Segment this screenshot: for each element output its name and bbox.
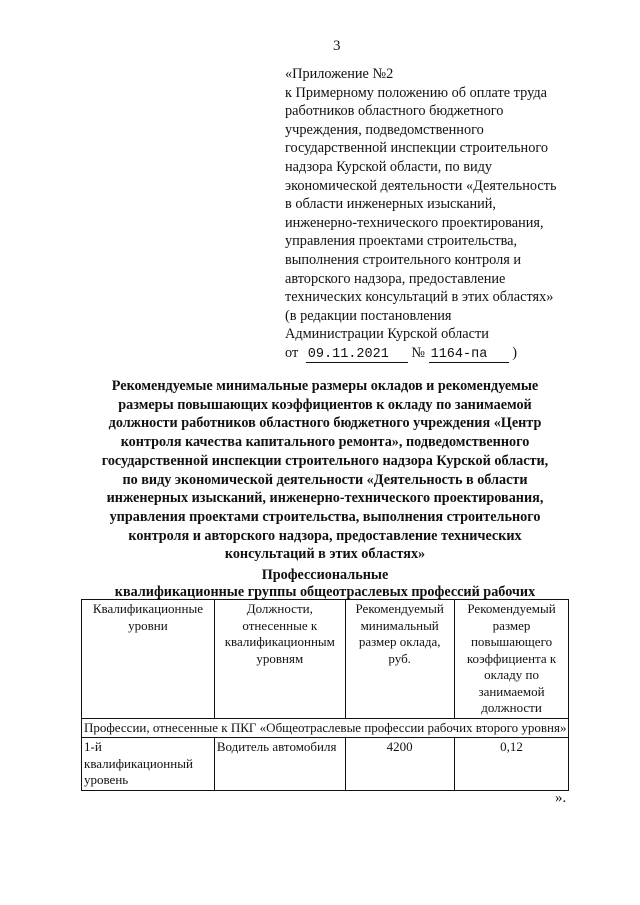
appendix-line: выполнения строительного контроля и (285, 251, 522, 268)
appendix-line: к Примерному положению об оплате труда (285, 84, 547, 101)
page-number: 3 (333, 38, 341, 54)
appendix-line: государственной инспекции строительного (285, 140, 549, 157)
title-line: консультаций в этих областях» (224, 546, 426, 563)
appendix-line: экономической деятельности «Деятельность (285, 177, 557, 194)
resolution-date-line (285, 344, 585, 363)
appendix-line: технических консультаций в этих областях» (285, 289, 554, 306)
appendix-line: (в редакции постановления (285, 307, 452, 324)
appendix-line: учреждения, подведомственного (285, 121, 484, 138)
table-row (82, 738, 569, 791)
header-levels: Квалификационные уровни (82, 600, 215, 719)
title-line: должности работников областного бюджетного учреждения «Центр (108, 415, 542, 432)
appendix-line: Администрации Курской области (285, 326, 489, 343)
cell-level: 1-й квалификационный уровень (82, 738, 215, 791)
header-positions: Должности, отнесенные к квалификационным уровням (214, 600, 345, 719)
table-header-row (82, 600, 569, 719)
qualification-table (81, 599, 569, 791)
cell-coefficient: 0,12 (454, 738, 569, 791)
date-prefix: от (285, 344, 299, 361)
number-prefix: № (411, 344, 426, 361)
cell-position: Водитель автомобиля (214, 738, 345, 791)
group-label: Профессии, отнесенные к ПКГ «Общеотраслевые профессии рабочих второго уровня» (82, 718, 569, 738)
subtitle-line: Профессиональные (261, 567, 389, 583)
title-line: государственной инспекции строительного надзора Курской области, (101, 452, 549, 469)
header-coefficient: Рекомендуемый размер повышающего коэффициента к окладу по занимаемой должности (454, 600, 569, 719)
cell-salary: 4200 (345, 738, 454, 791)
title-line: контроля и авторского надзора, предоставление технических (128, 527, 522, 544)
appendix-line: работников областного бюджетного (285, 103, 504, 120)
title-line: Рекомендуемые минимальные размеры окладов и рекомендуемые (111, 378, 539, 394)
appendix-line: управления проектами строительства, (285, 233, 518, 250)
appendix-line: надзора Курской области, по виду (285, 158, 493, 175)
appendix-line: авторского надзора, предоставление (285, 270, 506, 287)
closing-quote: ». (555, 790, 567, 806)
table-group-row (82, 718, 569, 738)
resolution-date: 09.11.2021 (306, 348, 408, 363)
resolution-number: 1164-пa (429, 348, 509, 363)
header-salary: Рекомендуемый минимальный размер оклада, руб. (345, 600, 454, 719)
title-line: по виду экономической деятельности «Деятельность в области (122, 471, 528, 488)
appendix-line: инженерно-технического проектирования, (285, 214, 544, 231)
appendix-line: «Приложение №2 (285, 66, 394, 82)
title-line: инженерных изысканий, инженерно-технического проектирования, (106, 490, 544, 507)
title-line: размеры повышающих коэффициентов к окладу по занимаемой (118, 396, 532, 413)
number-suffix: ) (512, 344, 517, 361)
title-line: управления проектами строительства, выполнения строительного (109, 508, 541, 525)
appendix-header (285, 65, 585, 363)
appendix-line: в области инженерных изысканий, (285, 196, 497, 213)
section-subtitle (80, 567, 570, 601)
subtitle-line: квалификационные группы общеотраслевых профессий рабочих (114, 584, 536, 600)
title-line: контроля качества капитального ремонта», подведомственного (120, 434, 530, 451)
document-title (80, 377, 570, 564)
